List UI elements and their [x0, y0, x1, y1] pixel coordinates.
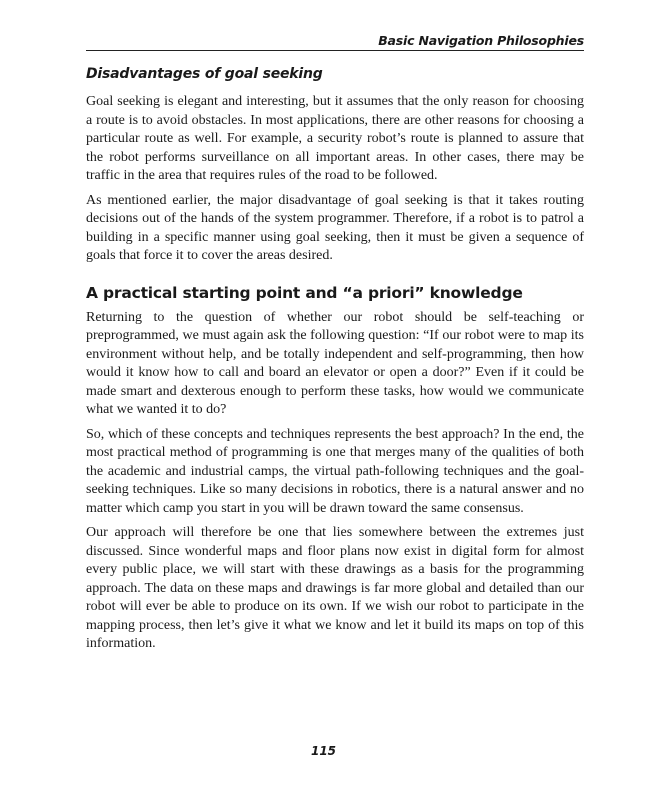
- paragraph: Goal seeking is elegant and interesting, but it assumes that the only reason for choosing a route is to avoid obstacles. In most applications, there are other reasons for choosing a particular route as well. For example, a security robot’s route is planned to assure that the robot performs surveillance on all important areas. In other cases, there may be traffic in the area that requires rules of the road to be followed.: [86, 94, 584, 183]
- page-number: 115: [310, 744, 337, 758]
- section-heading-starting-point: A practical starting point and “a priori” knowledge: [86, 283, 523, 302]
- paragraph: Our approach will therefore be one that lies somewhere between the extremes just discussed. Since wonderful maps and floor plans now exist in digital form for almost every public place, we will start with these drawings as a basis for the programming approach. The data on these maps and drawings is far more global and detailed than our robot will ever be able to produce on its own. If we wish our robot to participate in the mapping process, then let’s give it what we know and let it build its maps on top of this information.: [86, 525, 584, 651]
- paragraph: Returning to the question of whether our robot should be self-teaching or preprogrammed, we must again ask the following question: “If our robot were to map its environment without help, and be totally independent and self-programming, then how would it know how to call and board an elevator or open a door?” Even if it could be made smart and dexterous enough to perform these tasks, how would we communicate what we wanted it to do?: [86, 309, 584, 417]
- paragraph: So, which of these concepts and techniques represents the best approach? In the end, the most practical method of programming is one that merges many of the qualities of both the academic and industrial camps, the virtual path-following techniques and the goal-seeking techniques. Like so many decisions in robotics, there is a natural answer and no matter which camp you start in you will be drawn toward the same consensus.: [86, 426, 584, 516]
- running-head: Basic Navigation Philosophies: [378, 33, 584, 48]
- page-body: [86, 64, 584, 660]
- paragraph: As mentioned earlier, the major disadvantage of goal seeking is that it takes routing decisions out of the hands of the system programmer. Therefore, if a robot is to patrol a building in a specific manner using goal seeking, then it must be given a sequence of goals that force it to cover the areas desired.: [86, 192, 584, 263]
- header-rule: [86, 50, 584, 51]
- section-heading-goal-seeking: Disadvantages of goal seeking: [86, 66, 323, 82]
